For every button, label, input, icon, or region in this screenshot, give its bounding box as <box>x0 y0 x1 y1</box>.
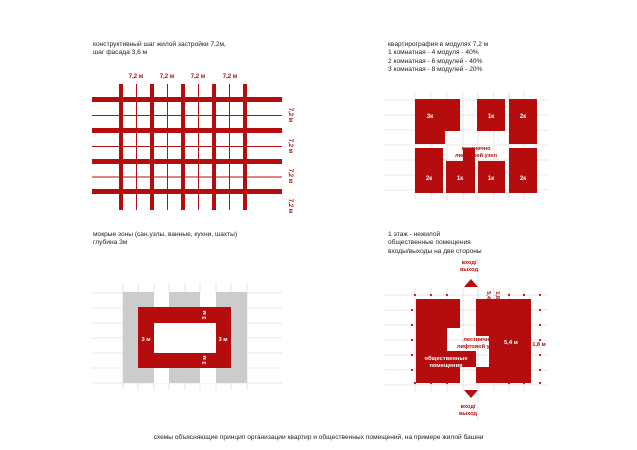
entrance-bottom-arrow-icon <box>464 390 478 398</box>
unit-label: 2к <box>519 176 527 182</box>
unit-label: 2к <box>519 114 527 120</box>
panel1-caption-line: конструктивный шаг жилой застройки 7,2м, <box>93 41 226 48</box>
dim-label: 3 м <box>202 355 208 365</box>
panel2-caption-line: квартирография в модулях 7,2 м <box>388 41 489 48</box>
dim-label: 5,4 м <box>504 340 518 346</box>
core-label: лифтовой узел <box>456 344 500 350</box>
unit-label: 1к <box>487 114 495 120</box>
dim-label-right: 7,2 м <box>287 168 293 184</box>
panel2-caption-line: 2 комнатная - 6 модулей - 40% <box>388 57 483 65</box>
panel3-caption-line: глубина 3м <box>93 239 128 247</box>
core-label: лестнично <box>461 146 491 152</box>
public-space-left <box>416 299 463 383</box>
dim-label: 1,8 м <box>494 291 500 305</box>
unit-label: 1к <box>456 176 464 182</box>
panel1-caption-line: шаг фасада 3,6 м <box>93 49 148 57</box>
unit-label: 3к <box>426 114 434 120</box>
unit-label: 1к <box>487 176 495 182</box>
entrance-top-label: вход/ <box>461 260 477 266</box>
figure-caption: схемы объясняющие принцип организации квартир и общественных помещений, на примере жилой башни <box>153 434 484 441</box>
dim-label: 3 м <box>202 310 208 320</box>
dim-label-right: 7,2 м <box>287 138 293 154</box>
public-label: общественные <box>424 356 468 362</box>
entrance-bottom-label: вход/ <box>460 404 476 410</box>
panel3-caption-line: мокрые зоны (сан.узлы, ванные, кухни, шахты) <box>93 231 238 238</box>
core-label: лифтовой узел <box>454 153 498 159</box>
panel2-caption-line: 1 комнатная - 4 модуля - 40% <box>388 49 479 57</box>
dim-label-right: 7,2 м <box>287 107 293 123</box>
dim-label: 3 м <box>218 337 228 343</box>
entrance-bottom-label: выход <box>458 411 478 417</box>
panel2-caption-line: 3 комнатная - 8 модулей - 20% <box>388 66 483 74</box>
dim-label: 5,4 м <box>485 291 491 305</box>
dim-label: 3 м <box>141 337 151 343</box>
dim-label: 1,8 м <box>532 342 546 348</box>
dim-label-top: 7,2 м <box>222 74 238 80</box>
unit-label: 2к <box>425 176 433 182</box>
panel4-caption-line: общественные помещения <box>388 239 471 247</box>
entrance-top-label: выход <box>459 267 479 273</box>
dim-label-top: 7,2 м <box>159 74 175 80</box>
dim-label-top: 7,2 м <box>190 74 206 80</box>
public-label: помещения <box>429 363 463 369</box>
entrance-top-arrow-icon <box>464 279 478 287</box>
core-label: лестнично <box>463 337 493 343</box>
panel4-caption-line: 1 этаж - нежилой <box>388 231 441 238</box>
panel4-caption-line: входы/выходы на две стороны <box>388 247 482 255</box>
dim-label-top: 7,2 м <box>128 74 144 80</box>
dim-label-right: 7,2 м <box>287 198 293 214</box>
